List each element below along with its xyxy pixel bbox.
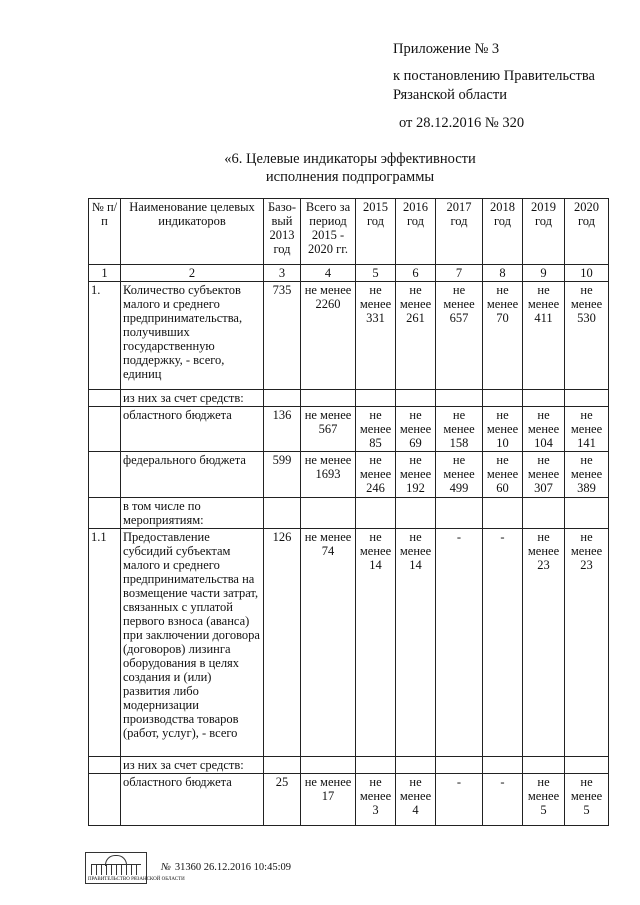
- year-value: [523, 452, 565, 498]
- year-value: [565, 282, 609, 390]
- header-2017: 2017 год: [436, 199, 483, 265]
- header-total: Всего за период 2015 - 2020 гг.: [301, 199, 356, 265]
- registration-footer: [85, 852, 291, 884]
- year-value: [396, 452, 436, 498]
- value-number: 1693: [315, 467, 341, 481]
- indicator-name: областного бюджета: [121, 407, 264, 452]
- value-number: 192: [406, 481, 425, 495]
- registration-stamp: 31360 26.12.2016 10:45:09: [174, 862, 291, 873]
- column-number-row: [89, 265, 609, 282]
- col-number: 5: [356, 265, 396, 282]
- value-prefix: не менее: [486, 453, 519, 481]
- table-row: [89, 390, 609, 407]
- year-value-empty: -: [436, 774, 483, 826]
- value-prefix: не менее: [359, 530, 392, 558]
- header-2020: 2020 год: [565, 199, 609, 265]
- value-number: 74: [321, 544, 335, 558]
- total-value: [301, 407, 356, 452]
- region-line: Рязанской области: [393, 87, 507, 103]
- indicators-table: [88, 198, 609, 826]
- table-row: [89, 407, 609, 452]
- header-2019: 2019 год: [523, 199, 565, 265]
- value-number: 85: [369, 436, 382, 450]
- number-sign: №: [161, 862, 171, 873]
- year-value: [356, 529, 396, 757]
- value-number: 14: [369, 558, 382, 572]
- base-value: 136: [264, 407, 301, 452]
- table-row: [89, 452, 609, 498]
- table-row: [89, 529, 609, 757]
- value-number: 3: [372, 803, 379, 817]
- year-value: [356, 282, 396, 390]
- value-number: 70: [496, 311, 509, 325]
- value-number: 657: [449, 311, 469, 325]
- value-prefix: не менее: [359, 453, 392, 481]
- year-value: [483, 452, 523, 498]
- seal-caption: ПРАВИТЕЛЬСТВО РЯЗАНСКОЙ ОБЛАСТИ: [88, 877, 185, 882]
- total-value: [301, 282, 356, 390]
- value-number: 530: [577, 311, 596, 325]
- value-number: 567: [318, 422, 338, 436]
- header-row: [89, 199, 609, 265]
- title-line-2: исполнения подпрограммы: [265, 169, 435, 185]
- year-value: [436, 407, 483, 452]
- indicator-name: Предоставление субсидий субъектам малого и среднего предпринимательства на возмещение части затрат, связанных с уплатой первого взноса (аванса) при заключении договора (договоров) лизинга оборудования в целях создания и (или) развития либо модернизации производства товаров (работ, услуг), - всего: [121, 529, 264, 757]
- value-number: 69: [409, 436, 422, 450]
- value-prefix: не менее: [304, 775, 352, 789]
- value-prefix: не менее: [399, 453, 432, 481]
- value-prefix: не менее: [570, 283, 603, 311]
- value-number: 389: [577, 481, 596, 495]
- year-value: [396, 407, 436, 452]
- table-row: [89, 498, 609, 529]
- value-number: 14: [409, 558, 422, 572]
- col-number: 4: [301, 265, 356, 282]
- value-prefix: не менее: [304, 283, 352, 297]
- header-base: Базо-вый 2013 год: [264, 199, 301, 265]
- col-number: 1: [89, 265, 121, 282]
- year-value: [565, 774, 609, 826]
- value-prefix: не менее: [359, 283, 392, 311]
- col-number: 2: [121, 265, 264, 282]
- value-prefix: не менее: [443, 408, 475, 436]
- indicator-name: Количество субъектов малого и среднего предпринимательства, получивших государственную поддержку, - всего, единиц: [121, 282, 264, 390]
- value-prefix: не менее: [359, 408, 392, 436]
- year-value: [356, 774, 396, 826]
- indicator-name: областного бюджета: [121, 774, 264, 826]
- sources-label: из них за счет средств:: [121, 757, 264, 774]
- base-value: 126: [264, 529, 301, 757]
- value-prefix: не менее: [399, 775, 432, 803]
- year-value: [396, 774, 436, 826]
- value-prefix: не менее: [443, 283, 475, 311]
- col-number: 6: [396, 265, 436, 282]
- year-value: [523, 407, 565, 452]
- value-prefix: не менее: [304, 408, 352, 422]
- year-value: [483, 282, 523, 390]
- value-number: 261: [406, 311, 425, 325]
- value-number: 246: [366, 481, 385, 495]
- col-number: 10: [565, 265, 609, 282]
- base-value: 25: [264, 774, 301, 826]
- header-name: Наименование целевых индикаторов: [121, 199, 264, 265]
- table-row: [89, 282, 609, 390]
- row-number: 1.: [89, 282, 121, 390]
- header-2018: 2018 год: [483, 199, 523, 265]
- year-value: [356, 407, 396, 452]
- year-value: [396, 529, 436, 757]
- value-prefix: не менее: [304, 453, 352, 467]
- value-prefix: не менее: [570, 530, 603, 558]
- year-value: [396, 282, 436, 390]
- sources-label: из них за счет средств:: [121, 390, 264, 407]
- indicator-name: федерального бюджета: [121, 452, 264, 498]
- appendix-block: [393, 40, 633, 133]
- value-prefix: не менее: [359, 775, 392, 803]
- value-prefix: не менее: [486, 283, 519, 311]
- base-value: 735: [264, 282, 301, 390]
- value-prefix: не менее: [399, 283, 432, 311]
- year-value: [436, 282, 483, 390]
- total-value: [301, 774, 356, 826]
- value-number: 141: [577, 436, 596, 450]
- header-2015: 2015 год: [356, 199, 396, 265]
- value-prefix: не менее: [570, 453, 603, 481]
- header-2016: 2016 год: [396, 199, 436, 265]
- title-line-1: «6. Целевые индикаторы эффективности: [224, 151, 476, 167]
- year-value: [356, 452, 396, 498]
- year-value: [483, 407, 523, 452]
- value-number: 307: [534, 481, 553, 495]
- col-number: 9: [523, 265, 565, 282]
- value-number: 5: [583, 803, 590, 817]
- value-prefix: не менее: [570, 408, 603, 436]
- year-value: [523, 774, 565, 826]
- value-prefix: не менее: [443, 453, 475, 481]
- value-number: 411: [534, 311, 553, 325]
- value-prefix: не менее: [486, 408, 519, 436]
- table-row: [89, 774, 609, 826]
- col-number: 8: [483, 265, 523, 282]
- value-number: 104: [534, 436, 553, 450]
- value-prefix: не менее: [527, 530, 560, 558]
- value-number: 23: [537, 558, 550, 572]
- value-number: 10: [496, 436, 509, 450]
- year-value-empty: -: [436, 529, 483, 757]
- date-number-line: от 28.12.2016 № 320: [399, 115, 525, 131]
- col-number: 7: [436, 265, 483, 282]
- table-row: [89, 757, 609, 774]
- year-value: [565, 407, 609, 452]
- value-number: 2260: [315, 297, 341, 311]
- section-title: [150, 150, 550, 186]
- base-value: 599: [264, 452, 301, 498]
- row-number: 1.1: [89, 529, 121, 757]
- measures-label: в том числе по мероприятиям:: [121, 498, 264, 529]
- resolution-line: к постановлению Правительства: [393, 68, 595, 84]
- value-prefix: не менее: [527, 453, 560, 481]
- value-prefix: не менее: [527, 775, 560, 803]
- year-value: [523, 282, 565, 390]
- total-value: [301, 452, 356, 498]
- header-num: № п/п: [89, 199, 121, 265]
- year-value-empty: -: [483, 529, 523, 757]
- value-prefix: не менее: [527, 283, 560, 311]
- year-value: [565, 452, 609, 498]
- value-number: 4: [412, 803, 419, 817]
- value-number: 60: [496, 481, 509, 495]
- value-number: 499: [449, 481, 469, 495]
- value-number: 23: [580, 558, 593, 572]
- year-value: [436, 452, 483, 498]
- year-value: [523, 529, 565, 757]
- value-prefix: не менее: [399, 530, 432, 558]
- year-value: [565, 529, 609, 757]
- col-number: 3: [264, 265, 301, 282]
- value-prefix: не менее: [570, 775, 603, 803]
- total-value: [301, 529, 356, 757]
- value-number: 5: [540, 803, 547, 817]
- value-prefix: не менее: [527, 408, 560, 436]
- value-prefix: не менее: [399, 408, 432, 436]
- value-prefix: не менее: [304, 530, 352, 544]
- year-value-empty: -: [483, 774, 523, 826]
- appendix-number: Приложение № 3: [393, 41, 500, 57]
- value-number: 17: [321, 789, 335, 803]
- value-number: 331: [366, 311, 385, 325]
- value-number: 158: [449, 436, 469, 450]
